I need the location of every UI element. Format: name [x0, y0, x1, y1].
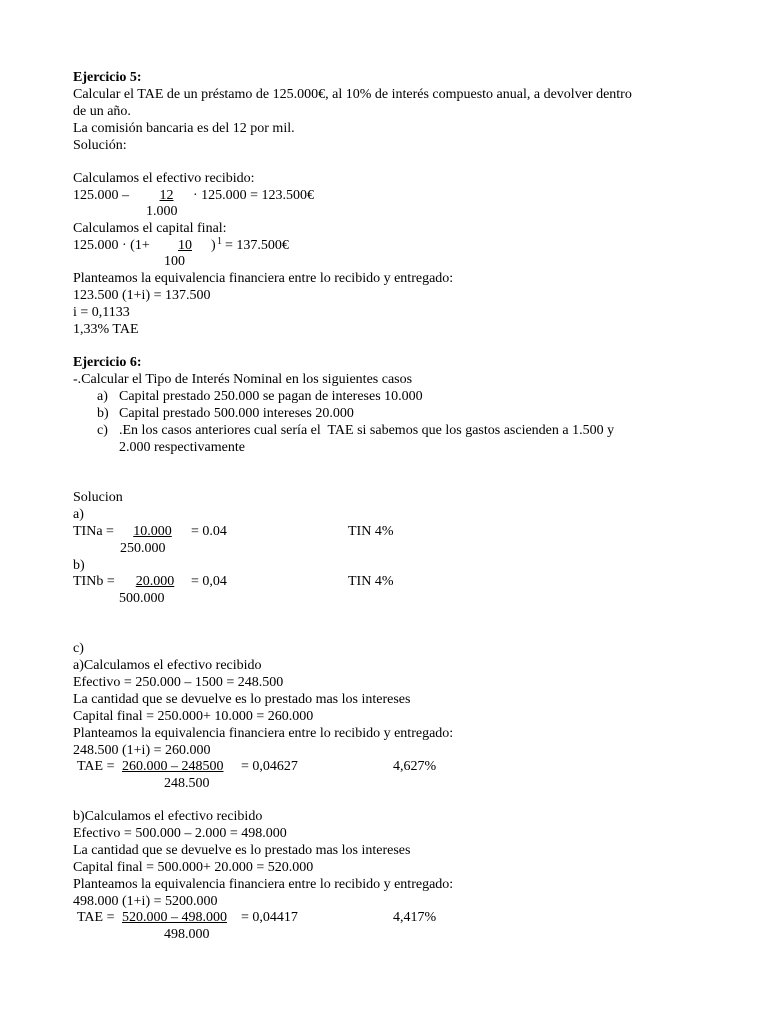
exercise-5-statement: Calcular el TAE de un préstamo de 125.000€, al 10% de interés compuesto anual, a devolver dentro: [73, 87, 632, 102]
final-formula-right: = 137.500€: [225, 238, 289, 253]
solucion-label: Solucion: [73, 490, 123, 505]
list-item: Capital prestado 250.000 se pagan de intereses 10.000: [119, 389, 423, 404]
cb-heading: b)Calculamos el efectivo recibido: [73, 809, 263, 824]
cash-fraction-denominator: 1.000: [146, 204, 178, 219]
tina-numerator: 10.000: [133, 524, 172, 539]
equation-1: 123.500 (1+i) = 137.500: [73, 288, 211, 303]
cash-fraction-numerator: 12: [159, 188, 174, 203]
cb-equivalence: Planteamos la equivalencia financiera entre lo recibido y entregado:: [73, 877, 454, 892]
exercise-5-statement-cont: de un año.: [73, 104, 131, 119]
final-capital-heading: Calculamos el capital final:: [73, 221, 227, 236]
tina-denominator: 250.000: [120, 541, 166, 556]
cash-formula-left: 125.000 –: [73, 188, 129, 203]
cb-tae-denominator: 498.000: [164, 927, 210, 942]
ca-tae-label: TAE =: [77, 759, 115, 774]
tinb-result: = 0,04: [191, 574, 227, 589]
cb-cantidad: La cantidad que se devuelve es lo prestado mas los intereses: [73, 843, 411, 858]
ca-tae-result: = 0,04627: [241, 759, 298, 774]
equivalence-text: Planteamos la equivalencia financiera entre lo recibido y entregado:: [73, 271, 454, 286]
tina-tin: TIN 4%: [348, 524, 394, 539]
cash-heading: Calculamos el efectivo recibido:: [73, 171, 255, 186]
tina-result: = 0.04: [191, 524, 227, 539]
tinb-numerator: 20.000: [135, 574, 175, 589]
list-item: Capital prestado 500.000 intereses 20.000: [119, 406, 354, 421]
exercise-5-title: Ejercicio 5:: [73, 70, 142, 85]
cb-efectivo: Efectivo = 500.000 – 2.000 = 498.000: [73, 826, 287, 841]
part-c-label: c): [73, 641, 84, 656]
part-a-label: a): [73, 507, 84, 522]
cb-tae-result: = 0,04417: [241, 910, 298, 925]
solution-label: Solución:: [73, 138, 127, 153]
list-marker: c): [97, 423, 108, 438]
list-item-continuation: 2.000 respectivamente: [119, 440, 245, 455]
cb-capital-final: Capital final = 500.000+ 20.000 = 520.000: [73, 860, 314, 875]
equation-2: i = 0,1133: [73, 305, 130, 320]
commission-text: La comisión bancaria es del 12 por mil.: [73, 121, 295, 136]
ca-tae-denominator: 248.500: [164, 776, 210, 791]
final-fraction-denominator: 100: [164, 254, 185, 269]
cb-tae-label: TAE =: [77, 910, 115, 925]
final-exponent: 1: [217, 236, 222, 247]
ca-tae-numerator: 260.000 – 248500: [122, 759, 224, 774]
cb-tae-numerator: 520.000 – 498.000: [122, 910, 227, 925]
final-close-paren: ): [211, 238, 216, 253]
tae-result: 1,33% TAE: [73, 322, 139, 337]
exercise-6-intro: -.Calcular el Tipo de Interés Nominal en los siguientes casos: [73, 372, 413, 387]
final-formula-left: 125.000 · (1+: [73, 238, 150, 253]
exercise-6-title: Ejercicio 6:: [73, 355, 142, 370]
cb-tae-percent: 4,417%: [393, 910, 437, 925]
ca-capital-final: Capital final = 250.000+ 10.000 = 260.000: [73, 709, 314, 724]
ca-equation: 248.500 (1+i) = 260.000: [73, 743, 211, 758]
ca-cantidad: La cantidad que se devuelve es lo prestado mas los intereses: [73, 692, 411, 707]
tina-label: TINa =: [73, 524, 114, 539]
cash-formula-right: · 125.000 = 123.500€: [193, 188, 315, 203]
ca-equivalence: Planteamos la equivalencia financiera entre lo recibido y entregado:: [73, 726, 454, 741]
final-fraction-numerator: 10: [178, 238, 192, 253]
cb-equation: 498.000 (1+i) = 5200.000: [73, 894, 218, 909]
tinb-label: TINb =: [73, 574, 115, 589]
list-marker: b): [97, 406, 109, 421]
tinb-denominator: 500.000: [119, 591, 165, 606]
part-b-label: b): [73, 558, 85, 573]
ca-heading: a)Calculamos el efectivo recibido: [73, 658, 262, 673]
ca-tae-percent: 4,627%: [393, 759, 437, 774]
list-item: .En los casos anteriores cual sería el TAE si sabemos que los gastos ascienden a 1.500 y: [119, 423, 615, 438]
list-marker: a): [97, 389, 108, 404]
tinb-tin: TIN 4%: [348, 574, 394, 589]
ca-efectivo: Efectivo = 250.000 – 1500 = 248.500: [73, 675, 284, 690]
